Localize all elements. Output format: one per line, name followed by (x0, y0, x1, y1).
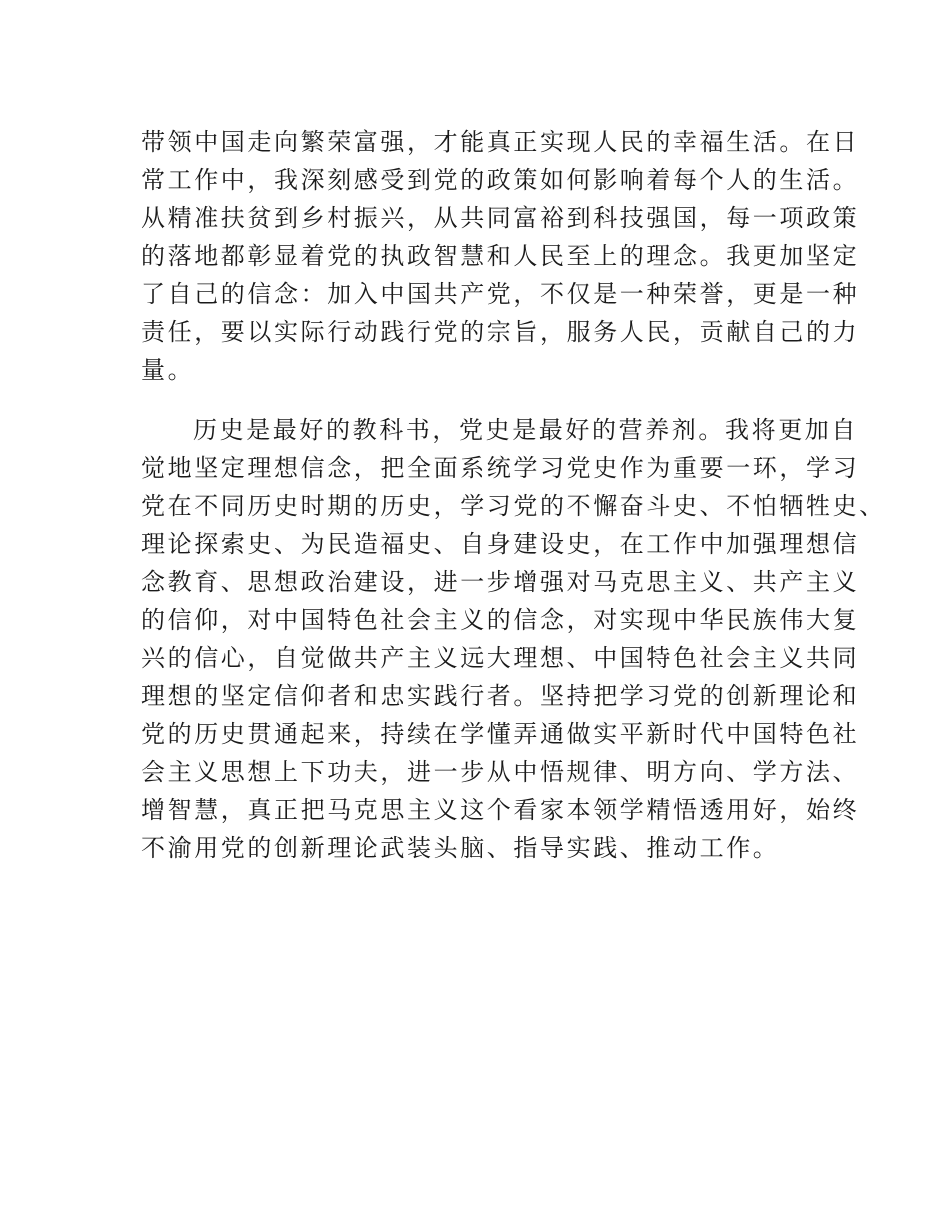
paragraph-1 (141, 123, 860, 389)
text-line: 党的历史贯通起来，持续在学懂弄通做实平新时代中国特色社 (141, 720, 860, 748)
text-line: 不渝用党的创新理论武装头脑、指导实践、推动工作。 (141, 834, 780, 862)
text-line: 的落地都彰显着党的执政智慧和人民至上的理念。我更加坚定 (141, 242, 860, 270)
text-line: 从精准扶贫到乡村振兴，从共同富裕到科技强国，每一项政策 (141, 204, 860, 232)
text-line: 常工作中，我深刻感受到党的政策如何影响着每个人的生活。 (141, 166, 860, 194)
document-body (141, 123, 886, 867)
text-line: 理想的坚定信仰者和忠实践行者。坚持把学习党的创新理论和 (141, 682, 860, 710)
text-line: 理论探索史、为民造福史、自身建设史，在工作中加强理想信 (141, 530, 860, 558)
text-line: 责任，要以实际行动践行党的宗旨，服务人民，贡献自己的力 (141, 318, 860, 346)
paragraph-2 (141, 411, 886, 867)
text-line: 量。 (141, 356, 195, 384)
text-line: 带领中国走向繁荣富强，才能真正实现人民的幸福生活。在日 (141, 128, 860, 156)
text-line: 增智慧，真正把马克思主义这个看家本领学精悟透用好，始终 (141, 796, 860, 824)
text-line: 历史是最好的教科书，党史是最好的营养剂。我将更加自 (193, 416, 858, 444)
text-line: 的信仰，对中国特色社会主义的信念，对实现中华民族伟大复 (141, 606, 860, 634)
text-line: 兴的信心，自觉做共产主义远大理想、中国特色社会主义共同 (141, 644, 860, 672)
text-line: 了自己的信念：加入中国共产党，不仅是一种荣誉，更是一种 (141, 280, 860, 308)
text-line: 党在不同历史时期的历史，学习党的不懈奋斗史、不怕牺牲史、 (141, 492, 886, 520)
text-line: 会主义思想上下功夫，进一步从中悟规律、明方向、学方法、 (141, 758, 860, 786)
text-line: 觉地坚定理想信念，把全面系统学习党史作为重要一环，学习 (141, 454, 860, 482)
text-line: 念教育、思想政治建设，进一步增强对马克思主义、共产主义 (141, 568, 860, 596)
